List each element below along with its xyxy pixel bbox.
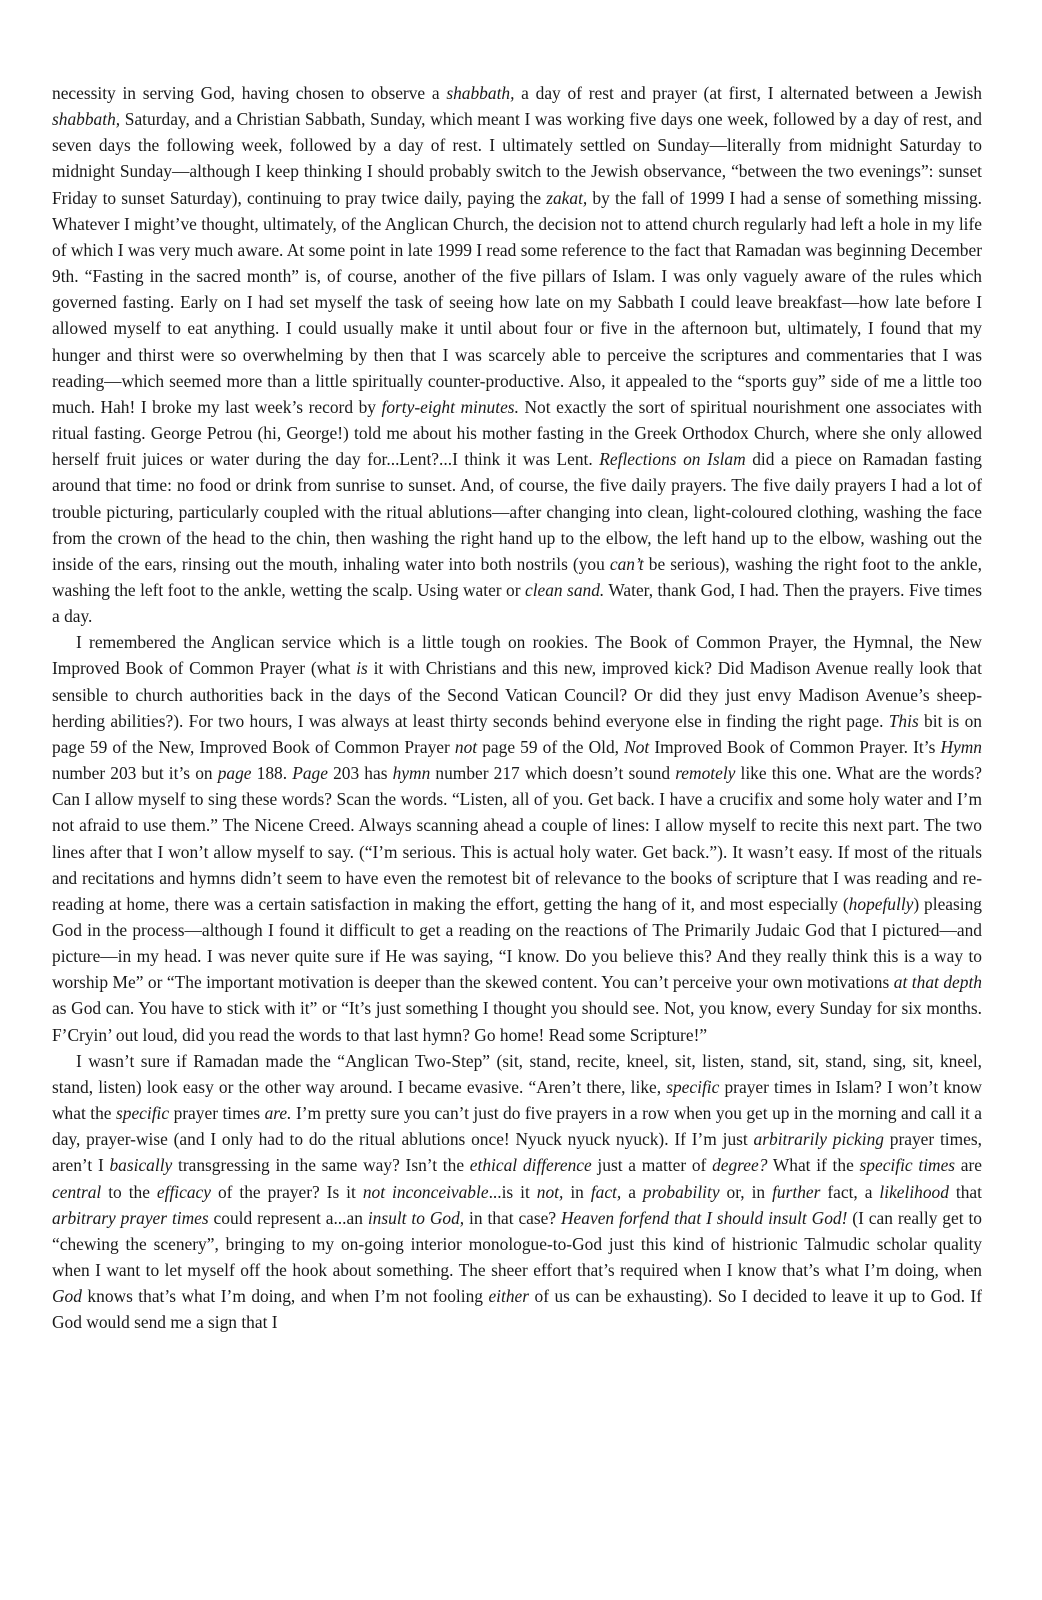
italic-text: specific <box>666 1076 720 1097</box>
italic-text: clean sand. <box>524 579 605 600</box>
italic-text: arbitrary prayer times <box>52 1207 209 1228</box>
italic-text: God <box>52 1286 82 1307</box>
italic-text: Heaven forfend that I should insult God! <box>561 1207 848 1228</box>
book-page <box>52 80 982 1580</box>
italic-text: remotely <box>675 763 736 784</box>
italic-text: shabbath, <box>446 83 515 103</box>
italic-text: specific times <box>859 1155 956 1176</box>
italic-text: specific <box>115 1103 170 1124</box>
italic-text: basically <box>109 1155 173 1176</box>
italic-text: This <box>888 710 919 731</box>
italic-text: can’t <box>609 553 644 574</box>
italic-text: page <box>217 763 252 784</box>
paragraph-3: I wasn’t sure if Ramadan made the “Anglican Two-Step” (sit, stand, recite, kneel, sit, listen, stand, sit, stand, sing, sit, kneel, stand, listen) look easy or the other way around. I became evasive. “Aren’t there, like, specific prayer times in Islam? I won’t know what the specific prayer times are. I’m pretty sure you can’t just do five prayers in a row when you get up in the morning and call it a day, prayer-wise (and I only had to do the ritual ablutions once! Nyuck nyuck nyuck). If I’m just arbitrarily picking prayer times, aren’t I basically transgressing in the same way? Isn’t the ethical difference just a matter of degree? What if the specific times are central to the efficacy of the prayer? Is it not inconceivable...is it not, in fact, a probability or, in further fact, a likelihood that arbitrary prayer times could represent a...an insult to God, in that case? Heaven forfend that I should insult God! (I can really get to “chewing the scenery”, bringing to my on-going interior monologue-to-God just this kind of histrionic Talmudic scholar quality when I want to let myself off the hook about something. The sheer effort that’s required when I know that’s what I’m doing, when God knows that’s what I’m doing, and when I’m not fooling either of us can be exhausting). So I decided to leave it up to God. If God would send me a sign that I <box>52 1050 982 1333</box>
italic-text: efficacy <box>156 1181 211 1202</box>
italic-text: central <box>52 1181 102 1202</box>
italic-text: Not <box>624 736 650 757</box>
italic-text: not, <box>536 1181 564 1202</box>
italic-text: ethical difference <box>469 1155 592 1176</box>
italic-text: degree? <box>712 1155 768 1176</box>
italic-text: likelihood <box>879 1181 949 1202</box>
italic-text: not <box>454 736 478 757</box>
italic-text: fact, <box>590 1181 622 1202</box>
italic-text: further <box>772 1181 821 1202</box>
italic-text: hopefully <box>848 893 914 914</box>
italic-text: arbitrarily picking <box>753 1129 884 1150</box>
italic-text: insult to God, <box>367 1207 465 1228</box>
paragraph-2: I remembered the Anglican service which is a little tough on rookies. The Book of Common Prayer, the Hymnal, the New Improved Book of Common Prayer (what is it with Christians and this new, improved kick? Did Madison Avenue really look that sensible to church authorities back in the days of the Second Vatican Council? Or did they just envy Madison Avenue’s sheep-herding abilities?). For two hours, I was always at least thirty seconds behind everyone else in finding the right page. This bit is on page 59 of the New, Improved Book of Common Prayer not page 59 of the Old, Not Improved Book of Common Prayer. It’s Hymn number 203 but it’s on page 188. Page 203 has hymn number 217 which doesn’t sound remotely like this one. What are the words? Can I allow myself to sing these words? Scan the words. “Listen, all of you. Get back. I have a crucifix and some holy water and I’m not afraid to use them.” The Nicene Creed. Always scanning ahead a couple of lines: I allow myself to recite this next part. The two lines after that I won’t allow myself to say. (“I’m serious. This is actual holy water. Get back.”). It wasn’t easy. If most of the rituals and recitations and hymns didn’t seem to have even the remotest bit of relevance to the books of scripture that I was reading and re-reading at home, there was a certain satisfaction in making the effort, getting the hang of it, and most especially (hopefully) pleasing God in the process—although I found it difficult to get a reading on the reactions of The Primarily Judaic God that I pictured—and picture—in my head. I was never quite sure if He was saying, “I know. Do you believe this? And they really think this is a way to worship Me” or “The important motivation is deeper than the skewed content. You can’t perceive your own motivations at that depth as God can. You have to stick with it” or “It’s just something I thought you should see. Not, you know, every Sunday for six months. F’Cryin’ out loud, did you read the words to that last hymn? Go home! Read some Scripture!” <box>52 632 982 1045</box>
italic-text: Page <box>292 763 328 784</box>
italic-text: is <box>356 658 368 679</box>
italic-text: at that depth <box>893 972 982 993</box>
italic-text: probability <box>642 1181 720 1202</box>
italic-text: hymn <box>392 763 431 784</box>
italic-text: either <box>488 1286 530 1307</box>
italic-text: shabbath, <box>52 109 121 130</box>
italic-text: are. <box>264 1103 292 1124</box>
paragraph-1: necessity in serving God, having chosen to observe a shabbath, a day of rest and prayer (at first, I alternated between a Jewish shabbath, Saturday, and a Christian Sabbath, Sunday, which meant I was working five days one week, followed by a day of rest, and seven days the following week, followed by a day of rest. I ultimately settled on Sunday—literally from midnight Saturday to midnight Sunday—although I keep thinking I should probably switch to the Jewish observance, “between the two evenings”: sunset Friday to sunset Saturday), continuing to pray twice daily, paying the zakat, by the fall of 1999 I had a sense of something missing. Whatever I might’ve thought, ultimately, of the Anglican Church, the decision not to attend church regularly had left a hole in my life of which I was very much aware. At some point in late 1999 I read some reference to the fact that Ramadan was beginning December 9th. “Fasting in the sacred month” is, of course, another of the five pillars of Islam. I was only vaguely aware of the rules which governed fasting. Early on I had set myself the task of seeing how late on my Sabbath I could leave breakfast—how late before I allowed myself to eat anything. I could usually make it until about four or five in the afternoon but, ultimately, I found that my hunger and thirst were so overwhelming by then that I was scarcely able to perceive the scriptures and commentaries that I was reading—which seemed more than a little spiritually counter-productive. Also, it appealed to the “sports guy” side of me a little too much. Hah! I broke my last week’s record by forty-eight minutes. Not exactly the sort of spiritual nourishment one associates with ritual fasting. George Petrou (hi, George!) told me about his mother fasting in the Greek Orthodox Church, where she only allowed herself fruit juices or water during the day for...Lent?...I think it was Lent. Reflections on Islam did a piece on Ramadan fasting around that time: no food or drink from sunrise to sunset. And, of course, the five daily prayers. The five daily prayers I had a lot of trouble picturing, particularly coupled with the ritual ablutions—after changing into clean, light-coloured clothing, washing the face from the crown of the head to the chin, then washing the right hand up to the elbow, the left hand up to the elbow, washing out the inside of the ears, rinsing out the mouth, inhaling water into both nostrils (you can’t be serious), washing the right foot to the ankle, washing the left foot to the ankle, wetting the scalp. Using water or clean sand. Water, thank God, I had. Then the prayers. Five times a day. <box>52 83 982 627</box>
italic-text: Hymn <box>940 736 982 757</box>
italic-text: zakat, <box>546 187 588 208</box>
italic-text: not inconceivable <box>362 1181 489 1202</box>
italic-text: forty-eight minutes. <box>381 396 519 417</box>
italic-text: Reflections on Islam <box>599 449 746 470</box>
